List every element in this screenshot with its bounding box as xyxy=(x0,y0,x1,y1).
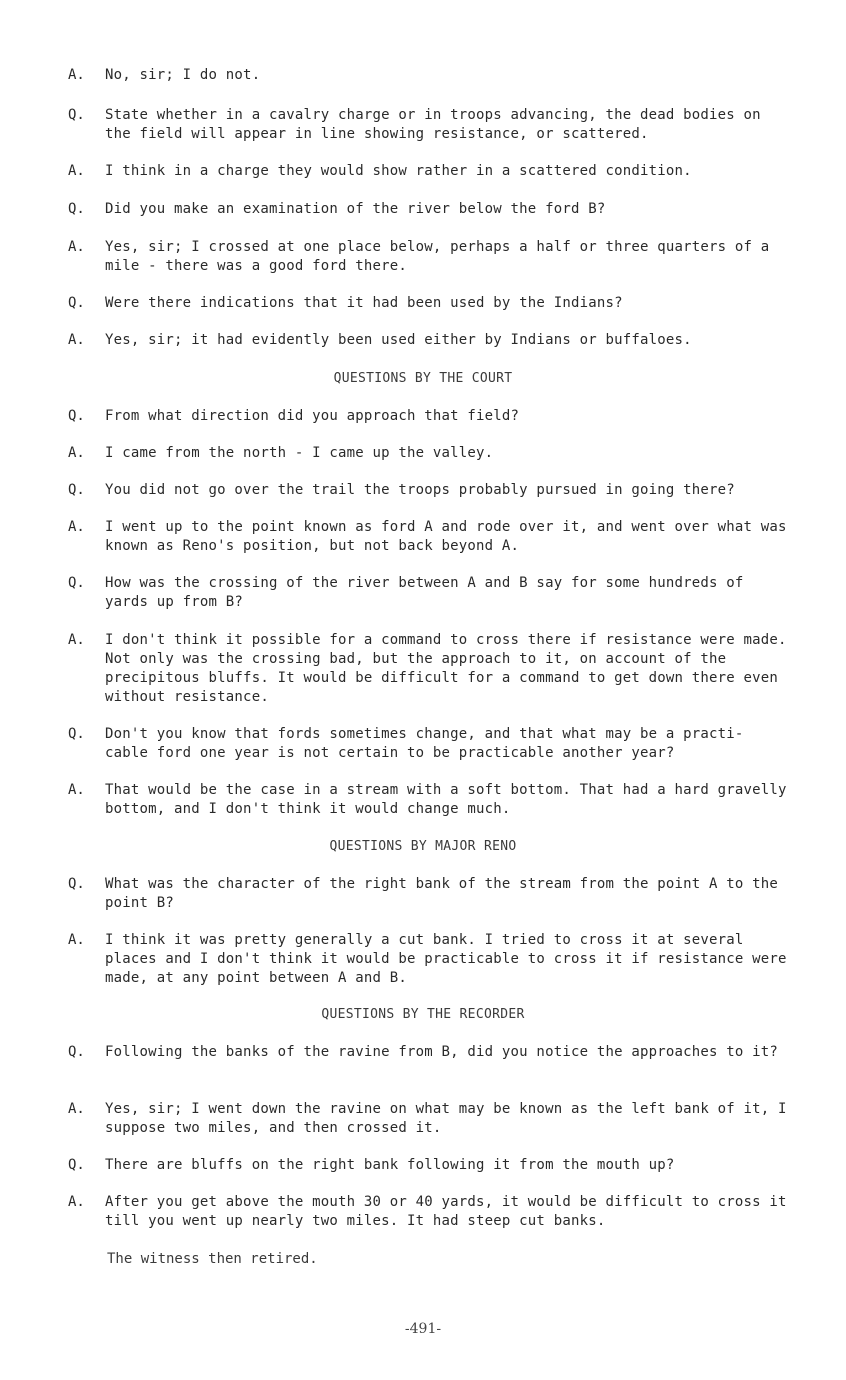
speaker-label: Q. xyxy=(68,295,85,311)
answer-text: I don't think it possible for a command to cross there if resistance were made. Not only was the crossing bad, but the approach to it, on account of the precipitous bluffs. It would be difficult for a command to get down there even without resistance. xyxy=(105,632,787,705)
question-text: You did not go over the trail the troops probably pursued in going there? xyxy=(105,482,735,498)
question-text: From what direction did you approach that field? xyxy=(105,408,520,424)
speaker-label: Q. xyxy=(68,575,85,591)
page-number: -491- xyxy=(404,1321,442,1337)
question-text: Don't you know that fords sometimes change, and that what may be a practi- cable ford one year is not certain to be practicable another year? xyxy=(105,726,744,761)
answer-text: I came from the north - I came up the valley. xyxy=(105,445,494,461)
answer-text: No, sir; I do not. xyxy=(105,67,261,83)
closing-statement: The witness then retired. xyxy=(107,1251,318,1267)
question-text: Following the banks of the ravine from B, did you notice the approaches to it? xyxy=(105,1044,779,1060)
speaker-label: A. xyxy=(68,67,85,83)
answer-text: Yes, sir; I went down the ravine on what may be known as the left bank of it, I suppose two miles, and then crossed it. xyxy=(105,1101,787,1136)
speaker-label: Q. xyxy=(68,726,85,742)
question-text: How was the crossing of the river between A and B say for some hundreds of yards up from B? xyxy=(105,575,744,610)
question-text: There are bluffs on the right bank following it from the mouth up? xyxy=(105,1157,675,1173)
question-text: Did you make an examination of the river below the ford B? xyxy=(105,201,606,217)
speaker-label: A. xyxy=(68,239,85,255)
speaker-label: A. xyxy=(68,782,85,798)
speaker-label: A. xyxy=(68,332,85,348)
question-text: Were there indications that it had been used by the Indians? xyxy=(105,295,623,311)
speaker-label: A. xyxy=(68,632,85,648)
speaker-label: A. xyxy=(68,1101,85,1117)
answer-text: Yes, sir; I crossed at one place below, perhaps a half or three quarters of a mile - there was a good ford there. xyxy=(105,239,770,274)
speaker-label: A. xyxy=(68,1194,85,1210)
question-text: What was the character of the right bank of the stream from the point A to the point B? xyxy=(105,876,779,911)
speaker-label: Q. xyxy=(68,1044,85,1060)
speaker-label: A. xyxy=(68,519,85,535)
speaker-label: Q. xyxy=(68,1157,85,1173)
speaker-label: Q. xyxy=(68,408,85,424)
answer-text: That would be the case in a stream with a soft bottom. That had a hard gravelly bottom, and I don't think it would change much. xyxy=(105,782,787,817)
speaker-label: A. xyxy=(68,163,85,179)
section-heading-recorder: QUESTIONS BY THE RECORDER xyxy=(321,1007,525,1022)
answer-text: I think it was pretty generally a cut bank. I tried to cross it at several places and I don't think it would be practicable to cross it if resistance were made, at any point between A and B. xyxy=(105,932,787,986)
answer-text: Yes, sir; it had evidently been used either by Indians or buffaloes. xyxy=(105,332,692,348)
speaker-label: A. xyxy=(68,932,85,948)
speaker-label: Q. xyxy=(68,201,85,217)
answer-text: I went up to the point known as ford A and rode over it, and went over what was known as Reno's position, but not back beyond A. xyxy=(105,519,787,554)
speaker-label: A. xyxy=(68,445,85,461)
speaker-label: Q. xyxy=(68,876,85,892)
answer-text: I think in a charge they would show rather in a scattered condition. xyxy=(105,163,692,179)
speaker-label: Q. xyxy=(68,107,85,123)
section-heading-reno: QUESTIONS BY MAJOR RENO xyxy=(329,839,517,854)
answer-text: After you get above the mouth 30 or 40 yards, it would be difficult to cross it till you went up nearly two miles. It had steep cut banks. xyxy=(105,1194,787,1229)
question-text: State whether in a cavalry charge or in troops advancing, the dead bodies on the field will appear in line showing resistance, or scattered. xyxy=(105,107,761,142)
section-heading-court: QUESTIONS BY THE COURT xyxy=(333,371,513,386)
speaker-label: Q. xyxy=(68,482,85,498)
